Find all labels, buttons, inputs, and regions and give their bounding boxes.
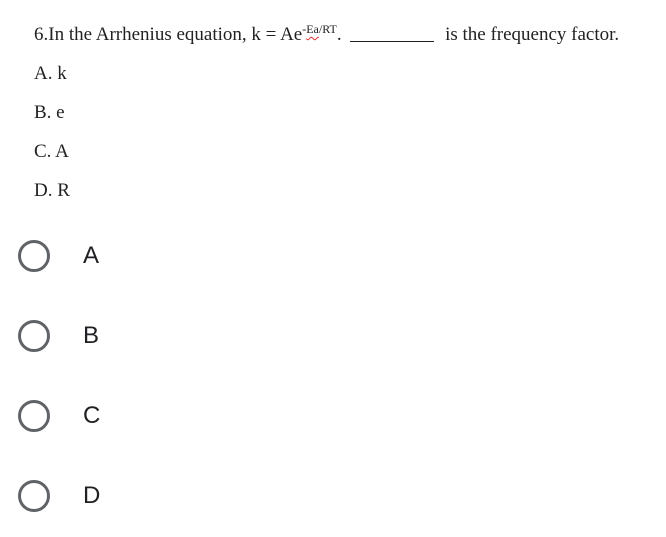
- radio-button-b[interactable]: [18, 320, 50, 352]
- option-text-d: D. R: [34, 180, 70, 201]
- option-text-b: B. e: [34, 102, 65, 123]
- choice-a[interactable]: [17, 236, 99, 276]
- choice-c[interactable]: [17, 396, 100, 436]
- choice-label-a: A: [83, 242, 100, 269]
- choice-label-b: B: [83, 322, 100, 349]
- radio-button-a[interactable]: [18, 240, 50, 272]
- choice-label-c: C: [83, 402, 101, 429]
- choice-d[interactable]: [17, 476, 100, 516]
- radio-button-c[interactable]: [18, 400, 50, 432]
- choice-b[interactable]: [17, 316, 99, 356]
- exponent-rest: /RT: [318, 22, 337, 36]
- question-end: is the frequency factor.: [445, 24, 620, 45]
- option-text-a: A. k: [34, 63, 67, 84]
- option-text-c: C. A: [34, 141, 69, 162]
- question-stem: 6.In the Arrhenius equation, k = Ae: [34, 24, 303, 45]
- radio-button-d[interactable]: [18, 480, 50, 512]
- equation-period: .: [336, 24, 342, 45]
- answer-blank: [350, 23, 434, 42]
- exponent: [302, 22, 337, 36]
- question-text: [34, 22, 619, 48]
- exponent-sign: -: [302, 22, 307, 36]
- spellcheck-marked-exponent: Ea: [306, 22, 319, 36]
- choice-label-d: D: [83, 482, 101, 509]
